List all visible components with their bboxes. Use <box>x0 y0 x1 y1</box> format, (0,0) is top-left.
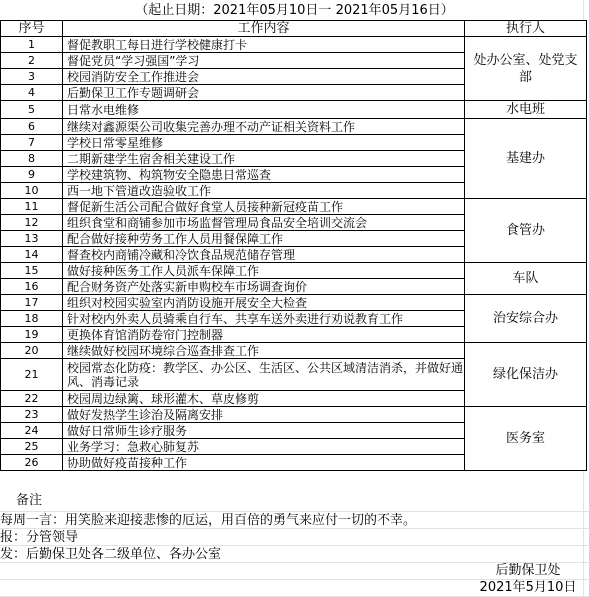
table-row <box>1 343 587 359</box>
executor-cell: 绿化保洁办 <box>465 343 587 407</box>
notes-label: 备注 <box>16 493 43 508</box>
executor-cell: 基建办 <box>465 119 587 199</box>
signature-date: 2021年5月10日 <box>479 580 577 595</box>
row-num: 6 <box>1 119 63 135</box>
row-task: 协助做好疫苗接种工作 <box>63 455 465 471</box>
executor-cell: 治安综合办 <box>465 295 587 343</box>
row-num: 2 <box>1 53 63 69</box>
header-content: 工作内容 <box>63 21 465 37</box>
row-num: 10 <box>1 183 63 199</box>
row-task: 校园周边绿篱、球形灌木、草皮修剪 <box>63 391 465 407</box>
row-task: 配合做好接种劳务工作人员用餐保障工作 <box>63 231 465 247</box>
table-row <box>1 295 587 311</box>
row-num: 7 <box>1 135 63 151</box>
row-num: 15 <box>1 263 63 279</box>
work-schedule-table <box>0 20 587 471</box>
executor-cell: 食管办 <box>465 199 587 263</box>
row-task: 学校日常零星维修 <box>63 135 465 151</box>
row-task: 校园常态化防疫：教学区、办公区、生活区、公共区域清洁消杀，并做好通风、消毒记录 <box>63 359 465 391</box>
row-num: 22 <box>1 391 63 407</box>
grid-line <box>0 545 589 546</box>
table-row <box>1 37 587 53</box>
row-task: 更换体育馆消防卷帘门控制器 <box>63 327 465 343</box>
row-task: 针对校内外卖人员骑乘自行车、共享车送外卖进行劝说教育工作 <box>63 311 465 327</box>
row-task: 业务学习：急救心肺复苏 <box>63 439 465 455</box>
row-num: 4 <box>1 85 63 101</box>
row-task: 组织对校园实验室内消防设施开展安全大检查 <box>63 295 465 311</box>
row-num: 25 <box>1 439 63 455</box>
row-task: 配合财务资产处落实新申购校车市场调查询价 <box>63 279 465 295</box>
row-num: 21 <box>1 359 63 391</box>
table-row <box>1 407 587 423</box>
send-to-line: 发：后勤保卫处各二级单位、各办公室 <box>0 547 222 562</box>
row-task: 校园消防安全工作推进会 <box>63 69 465 85</box>
report-to-line: 报：分管领导 <box>0 530 79 545</box>
row-task: 做好发热学生诊治及隔离安排 <box>63 407 465 423</box>
executor-cell: 水电班 <box>465 101 587 119</box>
row-num: 13 <box>1 231 63 247</box>
executor-cell: 处办公室、处党支部 <box>465 37 587 101</box>
table-row <box>1 199 587 215</box>
row-task: 西一地下管道改造验收工作 <box>63 183 465 199</box>
row-num: 14 <box>1 247 63 263</box>
row-num: 24 <box>1 423 63 439</box>
row-task: 日常水电维修 <box>63 101 465 119</box>
row-task: 做好接种医务工作人员派车保障工作 <box>63 263 465 279</box>
row-num: 12 <box>1 215 63 231</box>
date-range: （起止日期：2021年05月10日一 2021年05月16日） <box>135 3 454 18</box>
row-num: 16 <box>1 279 63 295</box>
row-num: 20 <box>1 343 63 359</box>
row-num: 17 <box>1 295 63 311</box>
row-num: 23 <box>1 407 63 423</box>
grid-line <box>0 511 589 512</box>
row-task: 督促党员“学习强国”学习 <box>63 53 465 69</box>
executor-cell: 车队 <box>465 263 587 295</box>
row-num: 3 <box>1 69 63 85</box>
row-task: 督查校内商铺冷藏和冷饮食品规范储存管理 <box>63 247 465 263</box>
row-task: 二期新建学生宿舍相关建设工作 <box>63 151 465 167</box>
row-num: 1 <box>1 37 63 53</box>
header-executor: 执行人 <box>465 21 587 37</box>
header-num: 序号 <box>1 21 63 37</box>
table-row <box>1 119 587 135</box>
weekly-quote: 每周一言：用笑脸来迎接悲惨的厄运，用百倍的勇气来应付一切的不幸。 <box>0 513 417 528</box>
signature-org: 后勤保卫处 <box>495 563 561 578</box>
row-task: 督促教职工每日进行学校健康打卡 <box>63 37 465 53</box>
table-header-row <box>1 21 587 37</box>
row-task: 组织食堂和商铺参加市场监督管理局食品安全培训交流会 <box>63 215 465 231</box>
row-task: 继续对鑫源渠公司收集完善办理不动产证相关资料工作 <box>63 119 465 135</box>
row-task: 学校建筑物、构筑物安全隐患日常巡查 <box>63 167 465 183</box>
row-task: 后勤保卫工作专题调研会 <box>63 85 465 101</box>
row-task: 督促新生活公司配合做好食堂人员接种新冠疫苗工作 <box>63 199 465 215</box>
executor-cell: 医务室 <box>465 407 587 471</box>
row-num: 19 <box>1 327 63 343</box>
row-num: 26 <box>1 455 63 471</box>
row-num: 8 <box>1 151 63 167</box>
row-num: 5 <box>1 101 63 119</box>
row-num: 18 <box>1 311 63 327</box>
table-row <box>1 101 587 119</box>
row-num: 11 <box>1 199 63 215</box>
table-row <box>1 263 587 279</box>
row-task: 做好日常师生诊疗服务 <box>63 423 465 439</box>
row-num: 9 <box>1 167 63 183</box>
row-task: 继续做好校园环境综合巡查排查工作 <box>63 343 465 359</box>
